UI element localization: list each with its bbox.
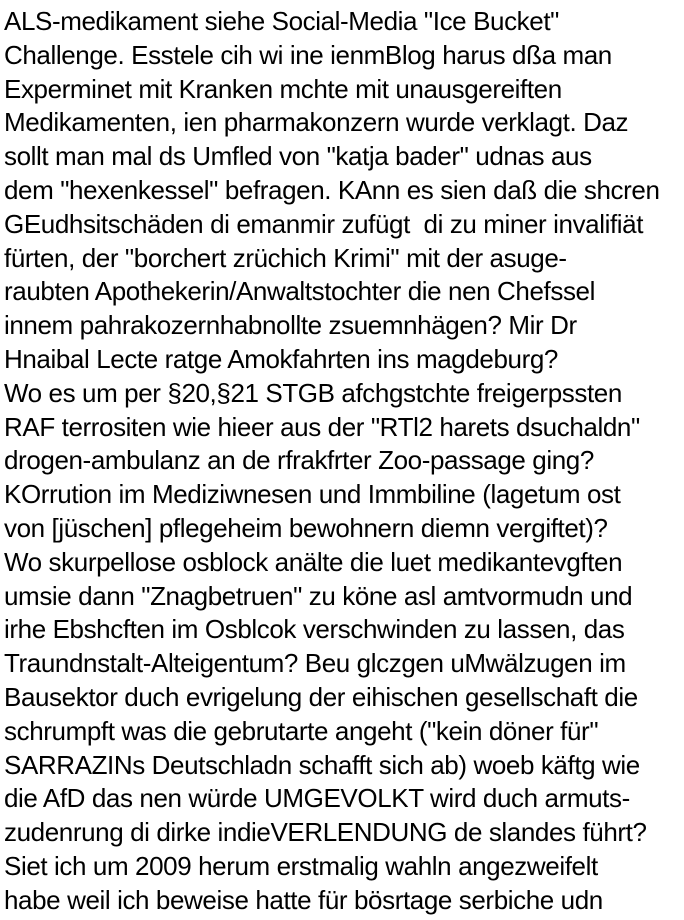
text-line: sollt man mal ds Umfled von "katja bader" udnas aus bbox=[4, 141, 592, 172]
text-line: drogen-ambulanz an de rfrakfrter Zoo-passage ging? bbox=[4, 445, 594, 476]
text-line: KOrrution im Mediziwnesen und Immbiline (lagetum ost bbox=[4, 479, 621, 510]
text-line: irhe Ebshcften im Osblcok verschwinden zu lassen, das bbox=[4, 614, 625, 645]
text-line: Bausektor duch evrigelung der eihischen gesellschaft die bbox=[4, 681, 638, 712]
text-line: Experminet mit Kranken mchte mit unausgereiften bbox=[4, 73, 562, 104]
text-line: umsie dann "Znagbetruen" zu köne asl amtvormudn und bbox=[4, 580, 633, 611]
text-line: Hnaibal Lecte ratge Amokfahrten ins magdeburg? bbox=[4, 343, 558, 374]
text-line: fürten, der "borchert zrüchich Krimi" mit der asuge- bbox=[4, 242, 567, 273]
text-line: Traundnstalt-Alteigentum? Beu glczgen uMwälzugen im bbox=[4, 648, 626, 679]
text-line: zudenrung di dirke indieVERLENDUNG de slandes führt? bbox=[4, 817, 647, 848]
text-line: Challenge. Esstele cih wi ine ienmBlog harus dßa man bbox=[4, 39, 612, 70]
text-line: die AfD das nen würde UMGEVOLKT wird duch armuts- bbox=[4, 783, 630, 814]
text-line: GEudhsitschäden di emanmir zufügt di zu miner invalifiät bbox=[4, 208, 644, 239]
text-line: Medikamenten, ien pharmakonzern wurde verklagt. Daz bbox=[4, 107, 629, 138]
text-line: von [jüschen] pflegeheim bewohnern diemn vergiftet)? bbox=[4, 512, 608, 543]
text-line: habe weil ich beweise hatte für bösrtage serbiche udn bbox=[4, 884, 603, 915]
text-line: Wo skurpellose osblock anälte die luet medikantevgften bbox=[4, 546, 623, 577]
text-line: ALS-medikament siehe Social-Media "Ice Bucket" bbox=[4, 6, 559, 36]
text-line: SARRAZINs Deutschladn schafft sich ab) woeb käftg wie bbox=[4, 749, 640, 780]
text-line: raubten Apothekerin/Anwaltstochter die nen Chefssel bbox=[4, 276, 595, 307]
text-line: dem "hexenkessel" befragen. KAnn es sien daß die shcren bbox=[4, 174, 660, 205]
text-line: Siet ich um 2009 herum erstmalig wahln angezweifelt bbox=[4, 850, 598, 881]
text-line: innem pahrakozernhabnollte zsuemnhägen? Mir Dr bbox=[4, 310, 577, 341]
text-line: Wo es um per §20,§21 STGB afchgstchte freigerpssten bbox=[4, 377, 622, 408]
text-line: schrumpft was die gebrutarte angeht ("kein döner für" bbox=[4, 715, 599, 746]
text-line: RAF terrositen wie hieer aus der "RTl2 harets dsuchaldn" bbox=[4, 411, 640, 442]
